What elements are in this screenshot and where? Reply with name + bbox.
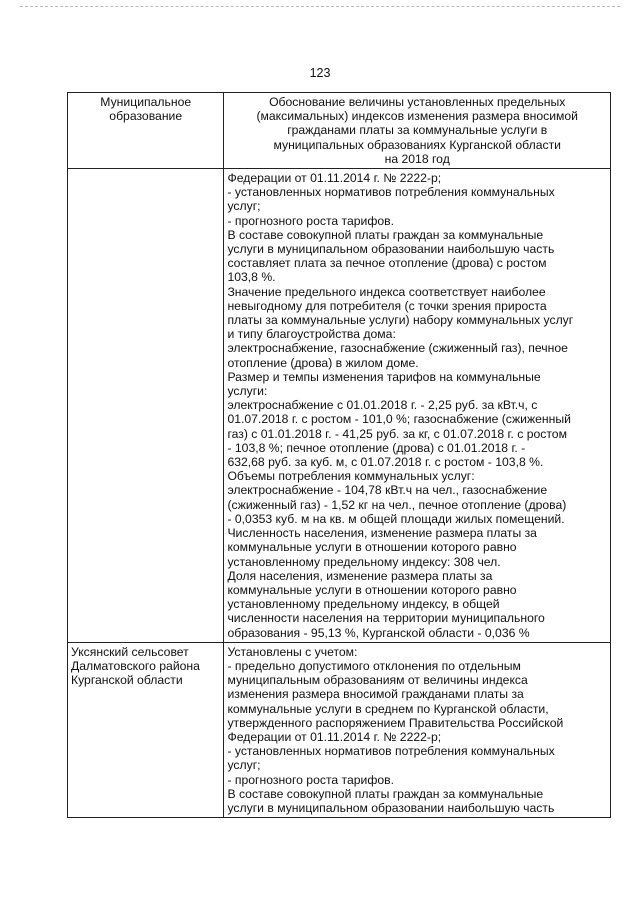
justification-line: утвержденного распоряжением Правительства Российской: [227, 715, 564, 730]
justification-line: - прогнозного роста тарифов.: [227, 772, 395, 787]
justification-line: Размер и темпы изменения тарифов на коммунальные: [227, 369, 541, 384]
justification-line: и типу благоустройства дома:: [227, 327, 396, 342]
justification-line: - 103,8 %; печное отопление (дрова) с 01.01.2018 г. -: [227, 440, 526, 455]
table-header-row: [68, 93, 611, 169]
justification-line: В составе совокупной платы граждан за коммунальные: [227, 227, 544, 242]
justification-line: невыгодному для потребителя (с точки зрения прироста: [227, 298, 547, 313]
justification-line: услуги в муниципальном образовании наибольшую часть: [227, 242, 555, 257]
top-scan-rule: [20, 6, 620, 7]
page-number: 123: [309, 66, 331, 80]
header-justification: [224, 93, 611, 169]
justification-line: установленному предельному индексу: 308 чел.: [227, 554, 501, 569]
justification-line: численности населения на территории муниципального: [227, 611, 545, 626]
header-line: образование: [109, 109, 183, 124]
justification-line: платы за коммунальные услуги) набору коммунальных услуг: [227, 313, 574, 328]
justification-line: 01.07.2018 г. с ростом - 101,0 %; газоснабжение (сжиженный: [227, 412, 571, 427]
justification-line: образования - 95,13 %, Курганской области - 0,036 %: [227, 625, 530, 640]
justification-line: услуг;: [227, 758, 261, 773]
justification-line: Доля населения, изменение размера платы за: [227, 568, 493, 583]
justification-line: электроснабжение с 01.01.2018 г. - 2,25 руб. за кВт.ч, с: [227, 398, 538, 413]
justification-line: - установленных нормативов потребления коммунальных: [227, 744, 555, 759]
justification-line: коммунальные услуги в отношении которого равно: [227, 540, 517, 555]
justification-line: муниципальным образованиям от величины индекса: [227, 673, 528, 688]
municipality-cell: [68, 169, 224, 643]
justification-line: коммунальные услуги в среднем по Курганской области,: [227, 701, 549, 716]
justification-line: электроснабжение, газоснабжение (сжиженный газ), печное: [227, 341, 568, 356]
header-line: Обоснование величины установленных предельных: [269, 95, 566, 109]
municipality-name-line: Курганской области: [71, 673, 183, 688]
justification-line: - предельно допустимого отклонения по отдельным: [227, 658, 521, 673]
header-line: Муниципальное: [100, 95, 192, 109]
header-municipality: [68, 93, 224, 169]
table-row: [68, 169, 611, 643]
justification-line: - 0,0353 куб. м на кв. м общей площади жилых помещений.: [227, 511, 565, 526]
justification-line: услуги в муниципальном образовании наибольшую часть: [227, 800, 555, 815]
justification-cell: [224, 642, 611, 817]
header-line: муниципальных образованиях Курганской области: [273, 137, 561, 152]
justification-line: составляет плата за печное отопление (дрова) с ростом: [227, 256, 547, 271]
municipality-name-line: Далматовского района: [71, 658, 200, 673]
justification-line: услуг;: [227, 199, 261, 214]
justification-line: - установленных нормативов потребления коммунальных: [227, 185, 555, 200]
indices-table: [67, 92, 611, 818]
municipality-name-line: Уксянский сельсовет: [71, 644, 189, 659]
justification-line: отопление (дрова) в жилом доме.: [227, 355, 419, 370]
justification-line: 103,8 %.: [227, 270, 276, 285]
justification-cell: [224, 169, 611, 643]
justification-line: газ) с 01.01.2018 г. - 41,25 руб. за кг, с 01.07.2018 г. с ростом: [227, 426, 567, 441]
justification-line: услуги:: [227, 384, 268, 399]
justification-line: Объемы потребления коммунальных услуг:: [227, 469, 475, 484]
justification-line: установленному предельному индексу, в общей: [227, 597, 500, 612]
justification-line: - прогнозного роста тарифов.: [227, 213, 395, 228]
justification-line: В составе совокупной платы граждан за коммунальные: [227, 786, 544, 801]
justification-line: электроснабжение - 104,78 кВт.ч на чел., газоснабжение: [227, 483, 548, 498]
justification-line: Значение предельного индекса соответствует наиболее: [227, 284, 546, 299]
table-row: [68, 642, 611, 817]
justification-line: Федерации от 01.11.2014 г. № 2222-р;: [227, 729, 442, 744]
justification-line: (сжиженный газ) - 1,52 кг на чел., печное отопление (дрова): [227, 497, 567, 512]
header-line: гражданами платы за коммунальные услуги в: [287, 123, 548, 138]
justification-line: изменения размера вносимой гражданами платы за: [227, 687, 524, 702]
justification-line: Федерации от 01.11.2014 г. № 2222-р;: [227, 171, 442, 186]
justification-line: 632,68 руб. за куб. м, с 01.07.2018 г. с ростом - 103,8 %.: [227, 455, 544, 470]
justification-line: Численность населения, изменение размера платы за: [227, 526, 537, 541]
justification-line: Установлены с учетом:: [227, 644, 358, 659]
municipality-cell: [68, 642, 224, 817]
header-line: (максимальных) индексов изменения размера вносимой: [256, 109, 578, 124]
justification-line: коммунальные услуги в отношении которого равно: [227, 582, 517, 597]
header-line: на 2018 год: [384, 151, 450, 166]
